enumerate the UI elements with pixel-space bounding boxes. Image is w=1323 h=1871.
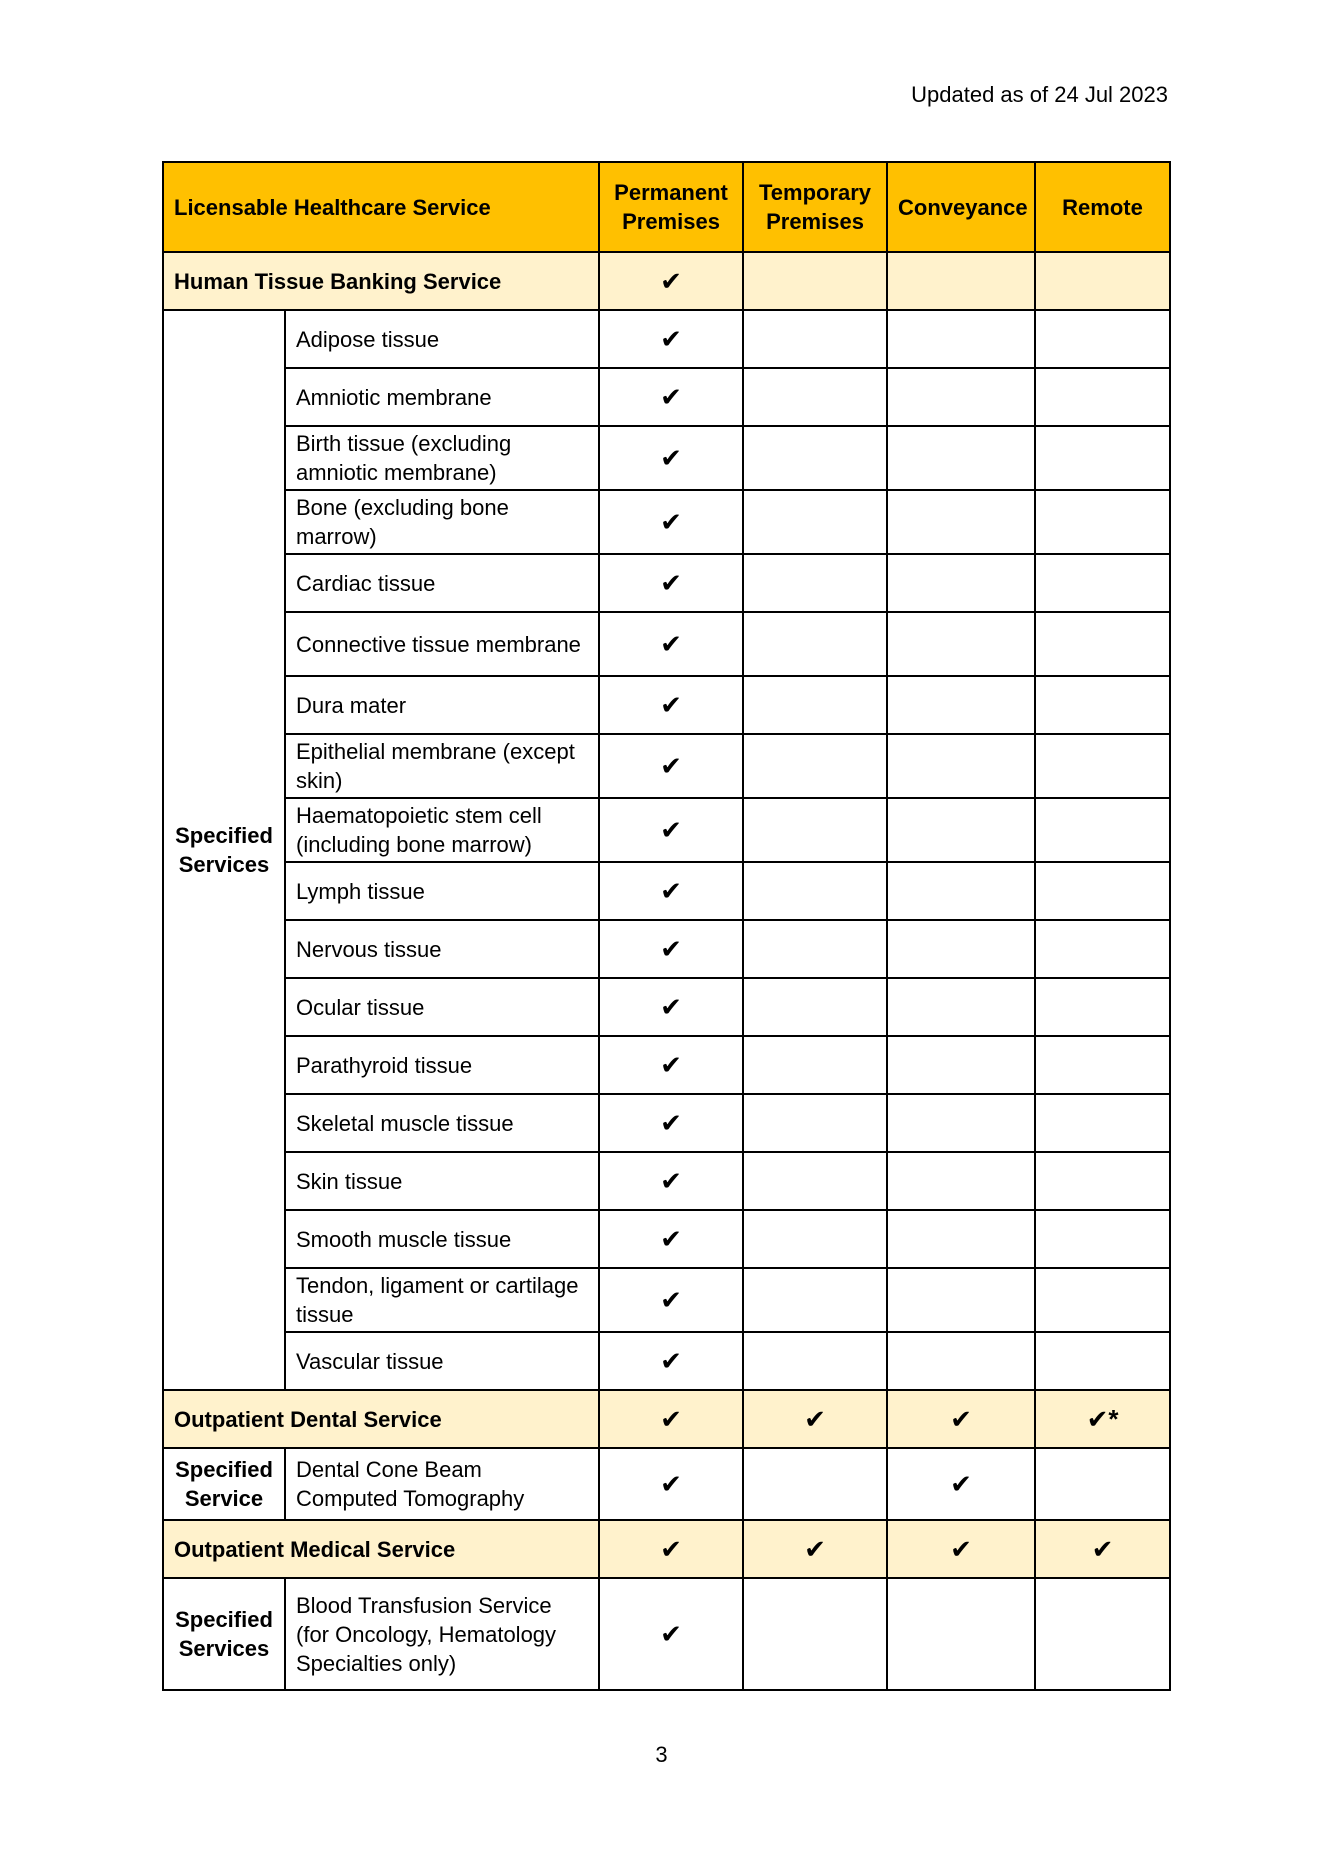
group-row-tissue (163, 252, 1170, 310)
check-mark: ✔ (599, 612, 743, 676)
check-mark: ✔ (743, 1520, 887, 1578)
tissue-name: Ocular tissue (285, 978, 599, 1036)
tissue-name: Connective tissue membrane (285, 612, 599, 676)
table-row (163, 612, 1170, 676)
check-mark: ✔ (599, 554, 743, 612)
tissue-name: Bone (excluding bone marrow) (285, 490, 599, 554)
table-row (163, 1268, 1170, 1332)
header-remote: Remote (1035, 162, 1170, 252)
check-mark: ✔ (599, 978, 743, 1036)
header-conveyance: Conveyance (887, 162, 1035, 252)
table-row (163, 490, 1170, 554)
header-service: Licensable Healthcare Service (163, 162, 599, 252)
table-row (163, 554, 1170, 612)
check-mark: ✔ (599, 1448, 743, 1520)
table-row (163, 1578, 1170, 1690)
check-mark: ✔ (887, 1520, 1035, 1578)
check-mark: ✔ (599, 1152, 743, 1210)
tissue-name: Vascular tissue (285, 1332, 599, 1390)
check-mark: ✔ (599, 368, 743, 426)
group-name: Human Tissue Banking Service (163, 252, 599, 310)
check-mark: ✔ (887, 1448, 1035, 1520)
tissue-name: Amniotic membrane (285, 368, 599, 426)
check-mark-asterisk: ✔* (1035, 1390, 1170, 1448)
tissue-name: Smooth muscle tissue (285, 1210, 599, 1268)
check-mark: ✔ (599, 1390, 743, 1448)
table-row (163, 1332, 1170, 1390)
specified-label: Specified Service (163, 1448, 285, 1520)
table-row (163, 734, 1170, 798)
service-name: Dental Cone Beam Computed Tomography (285, 1448, 599, 1520)
tissue-name: Skin tissue (285, 1152, 599, 1210)
check-mark: ✔ (599, 1094, 743, 1152)
check-mark: ✔ (887, 1390, 1035, 1448)
tissue-name: Nervous tissue (285, 920, 599, 978)
table-row (163, 310, 1170, 368)
specified-label: Specified Services (163, 310, 285, 1390)
table-row (163, 920, 1170, 978)
tissue-name: Tendon, ligament or cartilage tissue (285, 1268, 599, 1332)
page-number: 3 (655, 1742, 668, 1767)
check-mark: ✔ (599, 920, 743, 978)
check-mark: ✔ (599, 490, 743, 554)
specified-label: Specified Services (163, 1578, 285, 1690)
group-row-medical (163, 1520, 1170, 1578)
tissue-name: Cardiac tissue (285, 554, 599, 612)
group-name: Outpatient Dental Service (163, 1390, 599, 1448)
check-mark: ✔ (1035, 1520, 1170, 1578)
services-table (162, 161, 1171, 1691)
table-row (163, 862, 1170, 920)
table-row (163, 1210, 1170, 1268)
tissue-name: Birth tissue (excluding amniotic membrane) (285, 426, 599, 490)
table-row (163, 676, 1170, 734)
check-mark: ✔ (743, 1390, 887, 1448)
check-mark: ✔ (599, 252, 743, 310)
check-mark: ✔ (599, 310, 743, 368)
updated-date: Updated as of 24 Jul 2023 (911, 82, 1168, 107)
service-name: Blood Transfusion Service (for Oncology, Hematology Specialties only) (285, 1578, 599, 1690)
tissue-name: Parathyroid tissue (285, 1036, 599, 1094)
table-row (163, 798, 1170, 862)
check-mark: ✔ (599, 1332, 743, 1390)
group-row-dental (163, 1390, 1170, 1448)
table-row (163, 978, 1170, 1036)
check-mark: ✔ (599, 1268, 743, 1332)
header-temporary: Temporary Premises (743, 162, 887, 252)
check-mark: ✔ (599, 862, 743, 920)
header-row (163, 162, 1170, 252)
tissue-name: Epithelial membrane (except skin) (285, 734, 599, 798)
check-mark: ✔ (599, 426, 743, 490)
check-mark: ✔ (599, 1036, 743, 1094)
table-row (163, 426, 1170, 490)
check-mark: ✔ (599, 1210, 743, 1268)
table-row (163, 1036, 1170, 1094)
check-mark: ✔ (599, 734, 743, 798)
tissue-name: Lymph tissue (285, 862, 599, 920)
table-row (163, 1094, 1170, 1152)
tissue-name: Haematopoietic stem cell (including bone marrow) (285, 798, 599, 862)
header-permanent: Permanent Premises (599, 162, 743, 252)
check-mark: ✔ (599, 1520, 743, 1578)
table-row (163, 1448, 1170, 1520)
table-row (163, 1152, 1170, 1210)
table-row (163, 368, 1170, 426)
check-mark: ✔ (599, 1578, 743, 1690)
tissue-name: Skeletal muscle tissue (285, 1094, 599, 1152)
tissue-name: Dura mater (285, 676, 599, 734)
group-name: Outpatient Medical Service (163, 1520, 599, 1578)
check-mark: ✔ (599, 676, 743, 734)
check-mark: ✔ (599, 798, 743, 862)
tissue-name: Adipose tissue (285, 310, 599, 368)
